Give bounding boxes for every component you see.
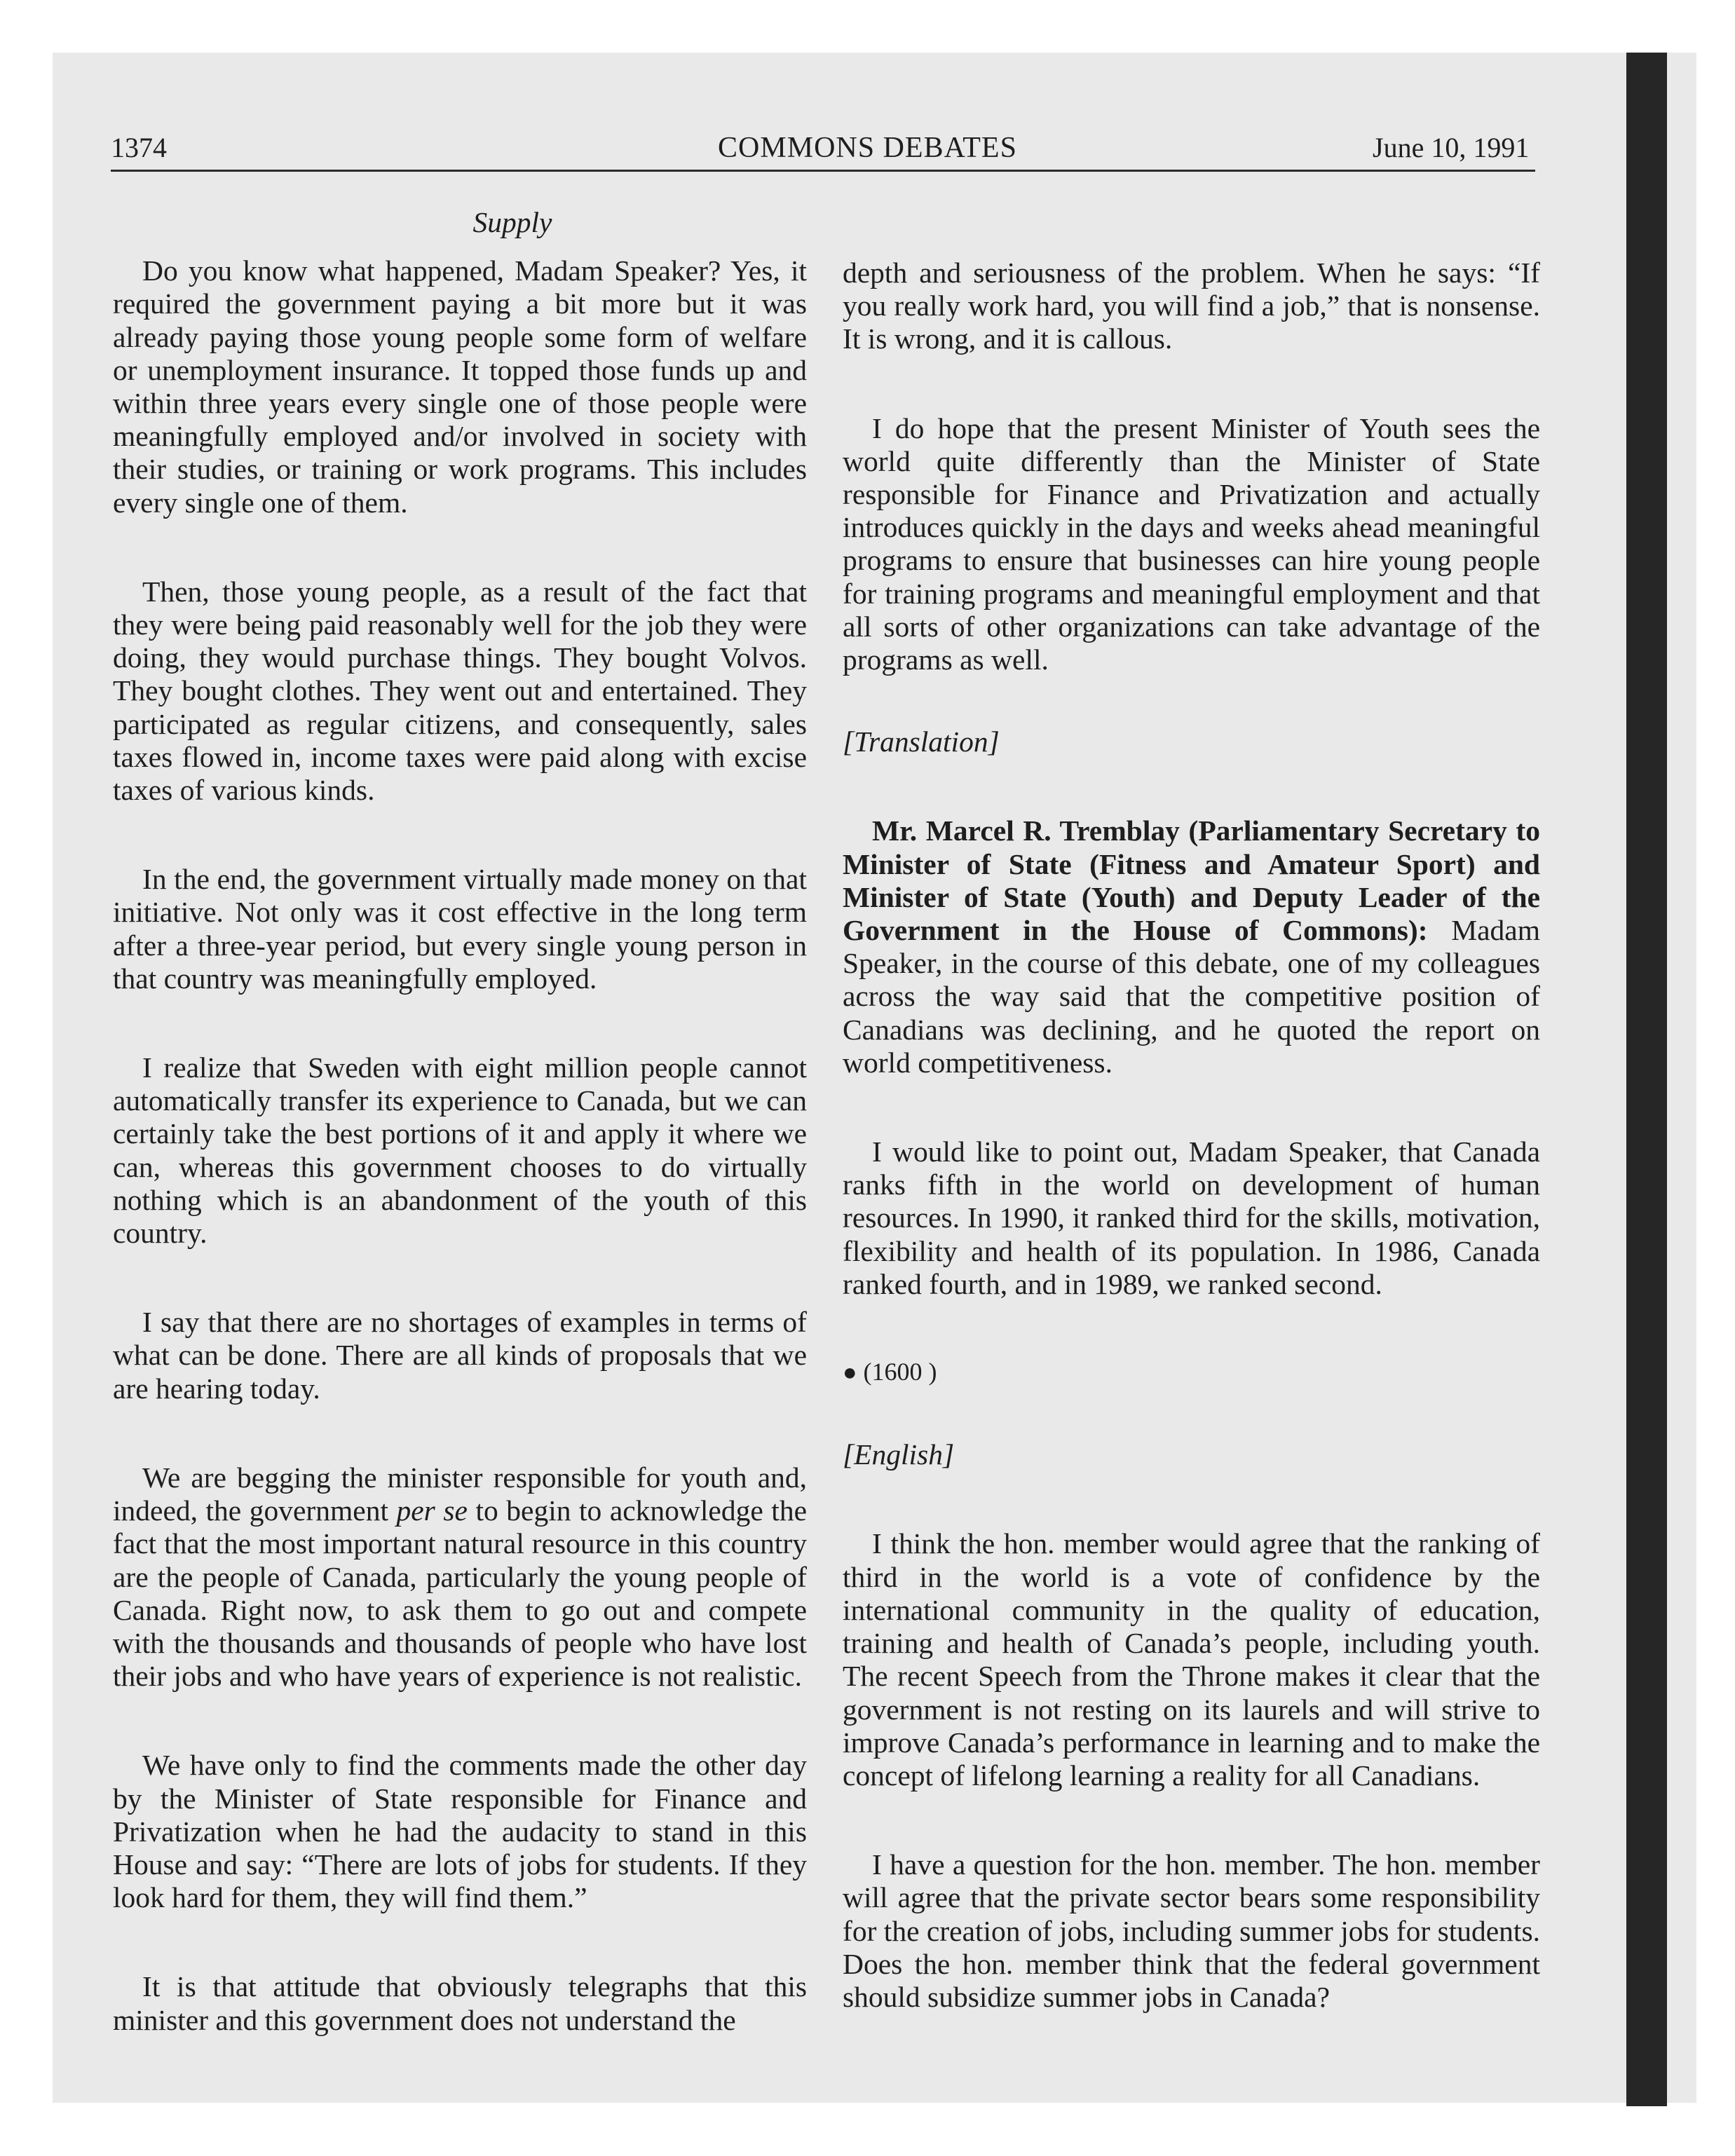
paragraph — [113, 1461, 807, 1693]
paragraph: depth and seriousness of the problem. When he says: “If you really work hard, you will find a job,” that is nonsense. It is wrong, and it is callous. — [843, 257, 1540, 355]
paragraph-text: We are begging the minister responsible for youth and, indeed, the government — [113, 1461, 807, 1527]
paragraph-text: Madam Speaker, in the course of this debate, one of my colleagues across the way said that the competitive position of Canadians was declining, and he quoted the report on world competitiveness. — [843, 914, 1540, 1079]
paragraph: I have a question for the hon. member. The hon. member will agree that the private sector bears some responsibility for the creation of jobs, including summer jobs for students. Does the hon. member think that the federal government should subsidize summer jobs in Canada? — [843, 1848, 1540, 2013]
paragraph: We have only to find the comments made the other day by the Minister of State responsible for Finance and Privatization when he had the audacity to stand in this House and say: “There are lots of jobs for students. If they look hard for them, they will find them.” — [113, 1749, 807, 1914]
scan-binding-edge — [1626, 53, 1667, 2106]
timestamp — [843, 1356, 1540, 1389]
timestamp-text: (1600 ) — [863, 1358, 937, 1386]
paragraph: I say that there are no shortages of examples in terms of what can be done. There are all kinds of proposals that we are hearing today. — [113, 1306, 807, 1405]
left-column — [113, 206, 807, 2037]
language-marker: [English] — [843, 1438, 955, 1471]
right-column — [843, 257, 1540, 2014]
paragraph: It is that attitude that obviously telegraphs that this minister and this government does not understand the — [113, 1970, 807, 2036]
paragraph: Then, those young people, as a result of the fact that they were being paid reasonably well for the job they were doing, they would purchase things. They bought Volvos. They bought clothes. They went out and entertained. They participated as regular citizens, and consequently, sales taxes flowed in, income taxes were paid along with excise taxes of various kinds. — [113, 575, 807, 807]
paragraph: I do hope that the present Minister of Youth sees the world quite differently than the Minister of State responsible for Finance and Privatization and actually introduces quickly in the days and weeks ahead meaningful programs to ensure that businesses can hire young people for training programs and meaningful employment and that all sorts of other organizations can take advantage of the programs as well. — [843, 411, 1540, 676]
header-rule — [111, 170, 1535, 172]
paragraph — [843, 814, 1540, 1079]
speaker-name: Mr. Marcel R. Tremblay (Parliamentary Secretary to Minister of State (Fitness and Amateur Sport) and Minister of State (Youth) and Deputy Leader of the Government in the House of Commons): — [843, 814, 1540, 947]
header-date: June 10, 1991 — [1373, 132, 1530, 163]
running-title: COMMONS DEBATES — [718, 132, 1017, 164]
paragraph: I think the hon. member would agree that the ranking of third in the world is a vote of confidence by the international community in the quality of education, training and health of Canada’s people, including youth. The recent Speech from the Throne makes it clear that the government is not resting on its laurels and will strive to improve Canada’s performance in learning and to make the concept of lifelong learning a reality for all Canadians. — [843, 1527, 1540, 1792]
paragraph: Do you know what happened, Madam Speaker? Yes, it required the government paying a bit more but it was already paying those young people some form of welfare or unemployment insurance. It topped those funds up and within three years every single one of those people were meaningfully employed and/or involved in society with their studies, or training or work programs. This includes every single one of them. — [113, 254, 807, 519]
page-number: 1374 — [111, 132, 167, 163]
paragraph: I realize that Sweden with eight million people cannot automatically transfer its experience to Canada, but we can certainly take the best portions of it and apply it where we can, whereas this government chooses to do virtually nothing which is an abandonment of the youth of this country. — [113, 1051, 807, 1250]
bullet-icon: ● — [843, 1360, 857, 1386]
section-title: Supply — [472, 206, 552, 238]
paragraph-text: to begin to acknowledge the fact that the most important natural resource in this country are the people of Canada, particularly the young people of Canada. Right now, to ask them to go out and compete with the thousands and thousands of people who have lost their jobs and who have years of experience is not realistic. — [113, 1494, 808, 1693]
language-marker: [Translation] — [843, 725, 1000, 758]
paragraph: In the end, the government virtually made money on that initiative. Not only was it cost effective in the long term after a three-year period, but every single young person in that country was meaningfully employed. — [113, 863, 807, 995]
latin-phrase: per se — [396, 1494, 468, 1527]
paragraph: I would like to point out, Madam Speaker, that Canada ranks fifth in the world on development of human resources. In 1990, it ranked third for the skills, motivation, flexibility and health of its population. In 1986, Canada ranked fourth, and in 1989, we ranked second. — [843, 1135, 1540, 1300]
